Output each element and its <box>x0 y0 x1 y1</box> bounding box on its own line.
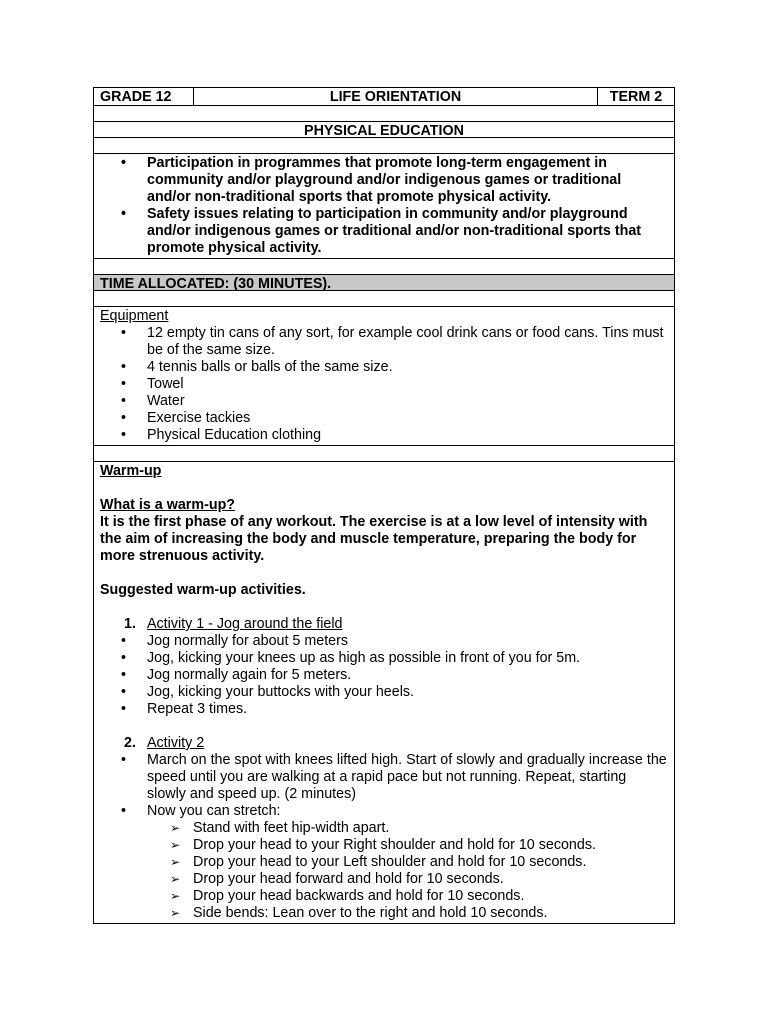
equipment-item: • 4 tennis balls or balls of the same size. <box>100 359 668 376</box>
warmup-definition: It is the first phase of any workout. The exercise is at a low level of intensity with the aim of increasing the body and muscle temperature, preparing the body for more strenuous activity. <box>100 514 648 564</box>
activity-1-steps <box>100 633 668 718</box>
equipment-list <box>100 325 668 444</box>
equipment-item: • Exercise tackies <box>100 410 668 427</box>
spacer-row <box>93 291 675 307</box>
equipment-item: • 12 empty tin cans of any sort, for example cool drink cans or food cans. Tins must be of the same size. <box>100 325 668 359</box>
warmup-cell <box>93 462 675 924</box>
topics-list <box>100 155 668 257</box>
equipment-heading: Equipment <box>100 308 169 324</box>
stretch-item: ➢ Drop your head to your Right shoulder and hold for 10 seconds. <box>100 837 668 854</box>
activity-1-heading <box>100 616 668 633</box>
equipment-cell <box>93 307 675 446</box>
stretch-item: ➢ Drop your head forward and hold for 10 seconds. <box>100 871 668 888</box>
subject-cell: LIFE ORIENTATION <box>194 88 598 105</box>
activity-number: 2. <box>124 735 136 751</box>
time-allocated: TIME ALLOCATED: (30 MINUTES). <box>93 275 675 291</box>
topic-item: • Safety issues relating to participation in community and/or playground and/or indigenous games or traditional and/or non-traditional sports that promote physical activity. <box>100 206 668 257</box>
stretch-item: ➢ Stand with feet hip-width apart. <box>100 820 668 837</box>
section-title: PHYSICAL EDUCATION <box>93 122 675 138</box>
grade-cell: GRADE 12 <box>94 88 194 105</box>
warmup-heading: Warm-up <box>100 463 162 479</box>
spacer-row <box>93 106 675 122</box>
activity-step: • Repeat 3 times. <box>100 701 668 718</box>
spacer-row <box>93 259 675 275</box>
stretch-item: ➢ Drop your head backwards and hold for 10 seconds. <box>100 888 668 905</box>
activity-title: Activity 1 - Jog around the field <box>147 616 343 632</box>
activity-step: • Jog normally for about 5 meters <box>100 633 668 650</box>
spacer-row <box>93 138 675 154</box>
term-cell: TERM 2 <box>609 89 663 105</box>
lesson-plan-table <box>93 87 675 924</box>
activity-step: • Now you can stretch: <box>100 803 668 820</box>
topics-cell <box>93 154 675 259</box>
activity-step: • March on the spot with knees lifted high. Start of slowly and gradually increase the speed until you are walking at a rapid pace but not running. Repeat, starting slowly and speed up. (2 minutes) <box>100 752 668 803</box>
equipment-item: • Water <box>100 393 668 410</box>
equipment-item: • Physical Education clothing <box>100 427 668 444</box>
header-row <box>93 87 675 106</box>
warmup-question: What is a warm-up? <box>100 497 236 513</box>
topic-item: • Participation in programmes that promote long-term engagement in community and/or playground and/or indigenous games or traditional and/or non-traditional sports that promote physical activity. <box>100 155 668 206</box>
equipment-item: • Towel <box>100 376 668 393</box>
activity-number: 1. <box>124 616 136 632</box>
spacer-row <box>93 446 675 462</box>
stretch-list <box>100 820 668 922</box>
stretch-item: ➢ Side bends: Lean over to the right and hold 10 seconds. <box>100 905 668 922</box>
activity-step: • Jog, kicking your knees up as high as possible in front of you for 5m. <box>100 650 668 667</box>
suggested-heading: Suggested warm-up activities. <box>100 582 306 598</box>
activity-2-steps <box>100 752 668 820</box>
activity-step: • Jog normally again for 5 meters. <box>100 667 668 684</box>
activity-2-heading <box>100 735 668 752</box>
stretch-item: ➢ Drop your head to your Left shoulder and hold for 10 seconds. <box>100 854 668 871</box>
activity-step: • Jog, kicking your buttocks with your heels. <box>100 684 668 701</box>
activity-title: Activity 2 <box>147 735 205 751</box>
